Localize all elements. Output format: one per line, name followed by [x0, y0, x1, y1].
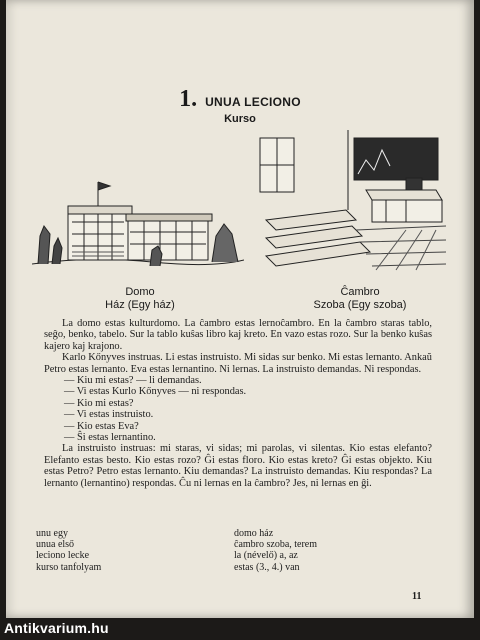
vocab-entry: estas (3., 4.) van: [234, 561, 300, 573]
caption-right: [290, 286, 430, 312]
vocab-entry: unua első: [36, 539, 75, 551]
paragraph-3: La instruisto instruas: mi staras, vi sidas; mi parolas, vi silentas. Kio estas elefanto? Elefanto estas besto. Kio estas rozo? Ĝi estas floro. Kio estas kreto? Ĝi estas objekto. Kiu estas Petro? Petro estas lernanto. Kiu demandas? La instruisto demandas. Kiu respondas? La lernanto (lernantino) respondas. Ĉu ni lernas en la ĉambro? Jes, ni lernas en ĝi.: [44, 443, 432, 489]
caption-right-translation: Szoba (Egy szoba): [313, 299, 407, 311]
dialog-line: — Kio estas Eva?: [64, 420, 139, 432]
lesson-number: 1.: [179, 86, 198, 112]
lesson-body: [44, 318, 432, 489]
paragraph-1: La domo estas kulturdomo. La ĉambro estas lernoĉambro. En la ĉambro staras tablo, seĝo, benko, tabelo. Sur la tablo kuŝas libro kaj kreto. En vazo estas rozo. Sur la benko kuŝas kajero kaj krajono.: [44, 318, 432, 352]
dialog-line: — Vi estas instruisto.: [64, 409, 154, 421]
paragraph-2: Karlo Kőnyves instruas. Li estas instruisto. Mi sidas sur benko. Mi estas lernanto. Ankaŭ Petro estas lernanto. Eva estas lernantino. Ni lernas. La instruisto demandas. Ni respondas.: [44, 352, 432, 375]
lesson-title: UNUA LECIONO: [205, 95, 301, 109]
vocab-entry: leciono lecke: [36, 550, 90, 562]
lesson-heading: [6, 86, 474, 113]
caption-right-word: Ĉambro: [340, 286, 380, 298]
vocab-entry: domo ház: [234, 528, 274, 539]
vocabulary-right: [234, 528, 317, 573]
vocabulary-left: [36, 528, 101, 573]
lesson-subtitle: Kurso: [224, 113, 256, 125]
caption-left-word: Domo: [125, 286, 155, 298]
dialog-line: — Vi estas Kurlo Kőnyves — ni respondas.: [64, 386, 247, 398]
room-illustration: [256, 130, 446, 280]
dialog-line: — Kiu mi estas? — li demandas.: [64, 375, 202, 387]
vocab-entry: la (névelő) a, az: [234, 550, 298, 562]
vocab-entry: ĉambro szoba, terem: [234, 539, 318, 551]
vocab-entry: kurso tanfolyam: [36, 561, 102, 573]
vocab-entry: unu egy: [36, 528, 68, 539]
caption-left-translation: Ház (Egy ház): [105, 299, 175, 311]
dialog-line: — Kio mi estas?: [64, 397, 134, 409]
caption-left: [70, 286, 210, 312]
house-illustration: [32, 176, 244, 276]
book-page: [6, 0, 474, 618]
dialog-line: — Ŝi estas lernantino.: [64, 432, 156, 444]
watermark: Antikvarium.hu: [4, 620, 109, 636]
page-number: 11: [412, 591, 422, 602]
